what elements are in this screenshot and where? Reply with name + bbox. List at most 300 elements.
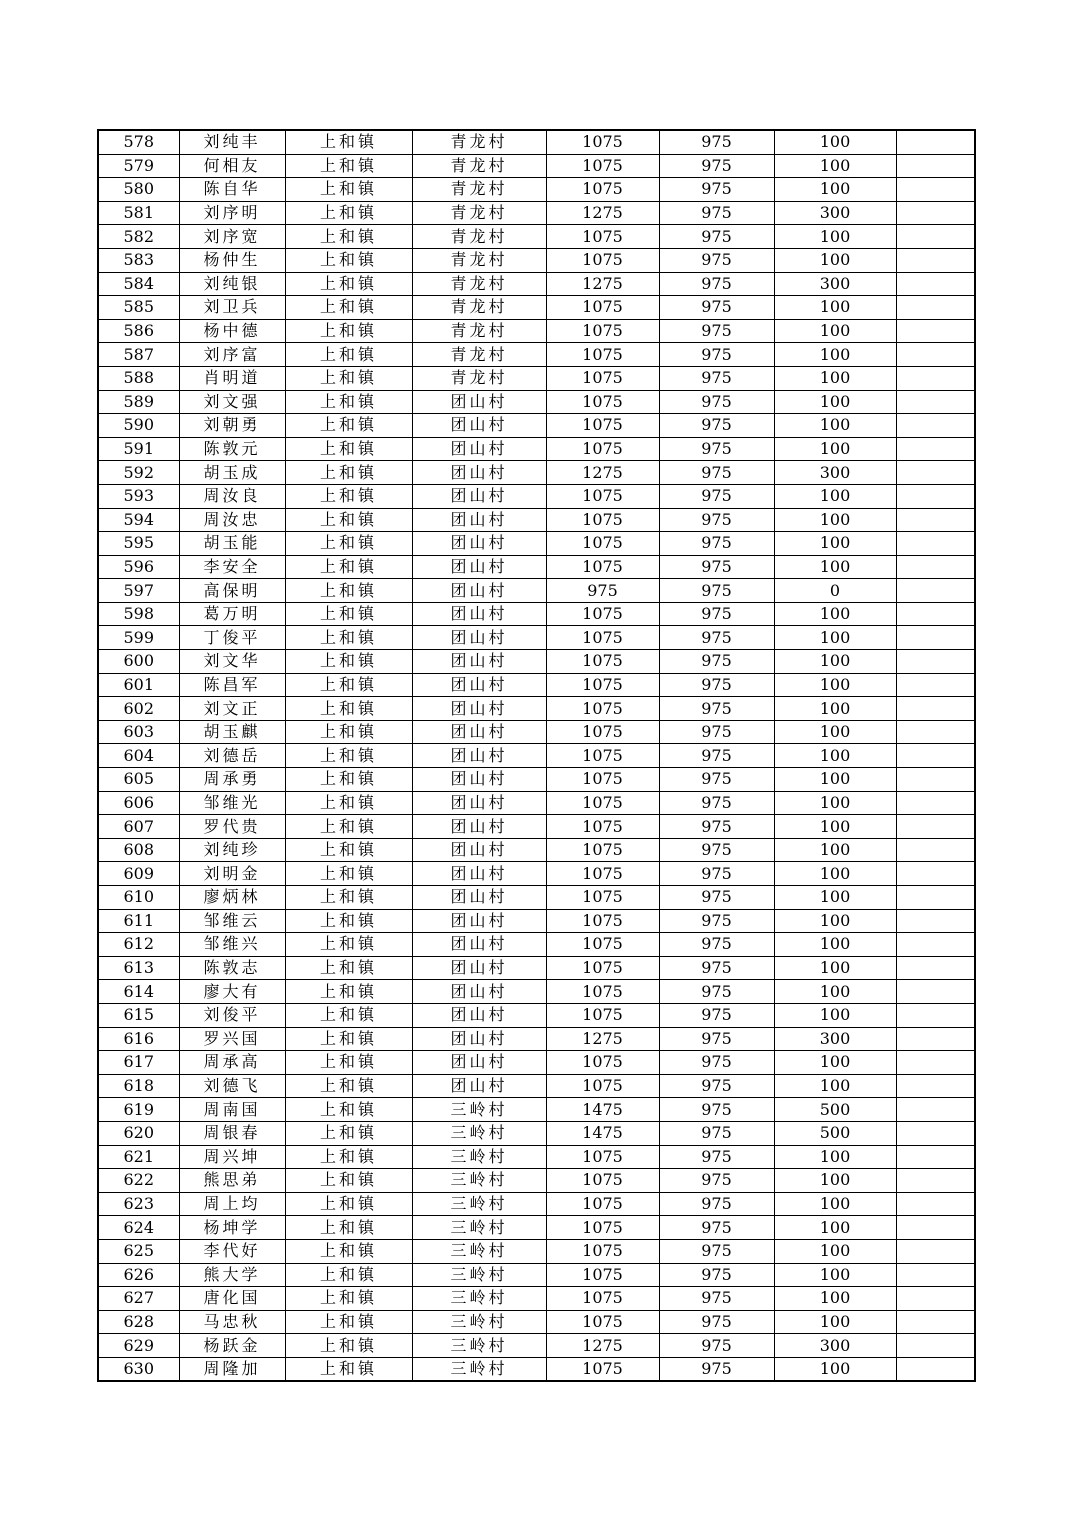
roster-table xyxy=(97,129,976,1382)
amount-a-cell: 1075 xyxy=(546,390,659,414)
note-cell xyxy=(896,366,975,390)
difference-cell: 100 xyxy=(774,130,896,154)
table-row xyxy=(98,225,975,249)
row-number-cell: 601 xyxy=(98,673,179,697)
note-cell xyxy=(896,390,975,414)
row-number-cell: 588 xyxy=(98,366,179,390)
table-row xyxy=(98,650,975,674)
table-row xyxy=(98,1334,975,1358)
amount-b-cell: 975 xyxy=(659,815,774,839)
amount-b-cell: 975 xyxy=(659,484,774,508)
name-cell: 刘序明 xyxy=(179,201,285,225)
difference-cell: 100 xyxy=(774,154,896,178)
table-row xyxy=(98,980,975,1004)
town-cell: 上和镇 xyxy=(285,909,412,933)
village-cell: 青龙村 xyxy=(412,225,546,249)
row-number-cell: 587 xyxy=(98,343,179,367)
difference-cell: 100 xyxy=(774,791,896,815)
table-row xyxy=(98,484,975,508)
amount-a-cell: 1075 xyxy=(546,1310,659,1334)
amount-b-cell: 975 xyxy=(659,1145,774,1169)
amount-a-cell: 1075 xyxy=(546,343,659,367)
difference-cell: 100 xyxy=(774,555,896,579)
row-number-cell: 615 xyxy=(98,1003,179,1027)
amount-a-cell: 1075 xyxy=(546,673,659,697)
amount-a-cell: 1075 xyxy=(546,886,659,910)
village-cell: 团山村 xyxy=(412,862,546,886)
village-cell: 三岭村 xyxy=(412,1263,546,1287)
difference-cell: 100 xyxy=(774,390,896,414)
amount-b-cell: 975 xyxy=(659,1216,774,1240)
village-cell: 团山村 xyxy=(412,626,546,650)
table-row xyxy=(98,296,975,320)
difference-cell: 100 xyxy=(774,956,896,980)
table-row xyxy=(98,1003,975,1027)
town-cell: 上和镇 xyxy=(285,886,412,910)
note-cell xyxy=(896,225,975,249)
town-cell: 上和镇 xyxy=(285,626,412,650)
amount-b-cell: 975 xyxy=(659,437,774,461)
amount-b-cell: 975 xyxy=(659,909,774,933)
row-number-cell: 582 xyxy=(98,225,179,249)
note-cell xyxy=(896,980,975,1004)
village-cell: 团山村 xyxy=(412,437,546,461)
amount-b-cell: 975 xyxy=(659,1357,774,1381)
note-cell xyxy=(896,602,975,626)
name-cell: 杨跃金 xyxy=(179,1334,285,1358)
amount-a-cell: 1075 xyxy=(546,555,659,579)
row-number-cell: 583 xyxy=(98,248,179,272)
name-cell: 唐化国 xyxy=(179,1287,285,1311)
village-cell: 团山村 xyxy=(412,1074,546,1098)
amount-b-cell: 975 xyxy=(659,579,774,603)
row-number-cell: 613 xyxy=(98,956,179,980)
village-cell: 团山村 xyxy=(412,673,546,697)
difference-cell: 300 xyxy=(774,1334,896,1358)
amount-a-cell: 1075 xyxy=(546,532,659,556)
village-cell: 团山村 xyxy=(412,956,546,980)
village-cell: 团山村 xyxy=(412,1051,546,1075)
note-cell xyxy=(896,791,975,815)
table-row xyxy=(98,697,975,721)
row-number-cell: 610 xyxy=(98,886,179,910)
row-number-cell: 597 xyxy=(98,579,179,603)
note-cell xyxy=(896,1051,975,1075)
note-cell xyxy=(896,650,975,674)
amount-b-cell: 975 xyxy=(659,768,774,792)
difference-cell: 100 xyxy=(774,508,896,532)
table-row xyxy=(98,319,975,343)
village-cell: 团山村 xyxy=(412,933,546,957)
table-row xyxy=(98,201,975,225)
note-cell xyxy=(896,508,975,532)
amount-b-cell: 975 xyxy=(659,1098,774,1122)
table-row xyxy=(98,909,975,933)
note-cell xyxy=(896,886,975,910)
amount-b-cell: 975 xyxy=(659,272,774,296)
amount-b-cell: 975 xyxy=(659,1263,774,1287)
row-number-cell: 625 xyxy=(98,1239,179,1263)
name-cell: 胡玉成 xyxy=(179,461,285,485)
difference-cell: 100 xyxy=(774,838,896,862)
town-cell: 上和镇 xyxy=(285,673,412,697)
town-cell: 上和镇 xyxy=(285,1216,412,1240)
amount-b-cell: 975 xyxy=(659,838,774,862)
table-row xyxy=(98,673,975,697)
note-cell xyxy=(896,414,975,438)
table-row xyxy=(98,1169,975,1193)
row-number-cell: 623 xyxy=(98,1192,179,1216)
village-cell: 青龙村 xyxy=(412,178,546,202)
name-cell: 周上均 xyxy=(179,1192,285,1216)
village-cell: 三岭村 xyxy=(412,1192,546,1216)
name-cell: 邹维光 xyxy=(179,791,285,815)
amount-b-cell: 975 xyxy=(659,130,774,154)
amount-a-cell: 1075 xyxy=(546,720,659,744)
amount-b-cell: 975 xyxy=(659,1003,774,1027)
difference-cell: 100 xyxy=(774,296,896,320)
table-row xyxy=(98,791,975,815)
difference-cell: 100 xyxy=(774,1169,896,1193)
name-cell: 刘序宽 xyxy=(179,225,285,249)
row-number-cell: 611 xyxy=(98,909,179,933)
table-row xyxy=(98,1074,975,1098)
amount-a-cell: 1075 xyxy=(546,178,659,202)
name-cell: 丁俊平 xyxy=(179,626,285,650)
town-cell: 上和镇 xyxy=(285,1074,412,1098)
note-cell xyxy=(896,1169,975,1193)
amount-a-cell: 1075 xyxy=(546,980,659,1004)
table-row xyxy=(98,437,975,461)
town-cell: 上和镇 xyxy=(285,319,412,343)
village-cell: 三岭村 xyxy=(412,1239,546,1263)
town-cell: 上和镇 xyxy=(285,1357,412,1381)
amount-a-cell: 1075 xyxy=(546,626,659,650)
name-cell: 陈自华 xyxy=(179,178,285,202)
difference-cell: 100 xyxy=(774,532,896,556)
name-cell: 李代好 xyxy=(179,1239,285,1263)
amount-b-cell: 975 xyxy=(659,390,774,414)
amount-b-cell: 975 xyxy=(659,1169,774,1193)
amount-a-cell: 1075 xyxy=(546,1263,659,1287)
difference-cell: 100 xyxy=(774,768,896,792)
name-cell: 刘文强 xyxy=(179,390,285,414)
name-cell: 廖炳林 xyxy=(179,886,285,910)
village-cell: 团山村 xyxy=(412,1003,546,1027)
village-cell: 团山村 xyxy=(412,650,546,674)
row-number-cell: 624 xyxy=(98,1216,179,1240)
difference-cell: 300 xyxy=(774,272,896,296)
amount-a-cell: 1075 xyxy=(546,862,659,886)
village-cell: 团山村 xyxy=(412,390,546,414)
name-cell: 周承勇 xyxy=(179,768,285,792)
row-number-cell: 591 xyxy=(98,437,179,461)
amount-a-cell: 1075 xyxy=(546,508,659,532)
difference-cell: 100 xyxy=(774,1216,896,1240)
difference-cell: 100 xyxy=(774,980,896,1004)
village-cell: 团山村 xyxy=(412,532,546,556)
row-number-cell: 592 xyxy=(98,461,179,485)
note-cell xyxy=(896,319,975,343)
name-cell: 廖大有 xyxy=(179,980,285,1004)
name-cell: 陈昌军 xyxy=(179,673,285,697)
note-cell xyxy=(896,437,975,461)
name-cell: 刘德岳 xyxy=(179,744,285,768)
town-cell: 上和镇 xyxy=(285,697,412,721)
amount-a-cell: 1075 xyxy=(546,815,659,839)
village-cell: 三岭村 xyxy=(412,1216,546,1240)
amount-a-cell: 1075 xyxy=(546,791,659,815)
table-row xyxy=(98,579,975,603)
town-cell: 上和镇 xyxy=(285,791,412,815)
amount-b-cell: 975 xyxy=(659,886,774,910)
amount-b-cell: 975 xyxy=(659,414,774,438)
village-cell: 团山村 xyxy=(412,1027,546,1051)
amount-b-cell: 975 xyxy=(659,980,774,1004)
difference-cell: 100 xyxy=(774,720,896,744)
row-number-cell: 627 xyxy=(98,1287,179,1311)
difference-cell: 100 xyxy=(774,862,896,886)
difference-cell: 100 xyxy=(774,319,896,343)
table-row xyxy=(98,532,975,556)
row-number-cell: 602 xyxy=(98,697,179,721)
note-cell xyxy=(896,909,975,933)
amount-b-cell: 975 xyxy=(659,1287,774,1311)
difference-cell: 100 xyxy=(774,744,896,768)
difference-cell: 100 xyxy=(774,343,896,367)
amount-b-cell: 975 xyxy=(659,1239,774,1263)
village-cell: 青龙村 xyxy=(412,366,546,390)
table-row xyxy=(98,815,975,839)
amount-a-cell: 1075 xyxy=(546,1216,659,1240)
amount-a-cell: 1075 xyxy=(546,1003,659,1027)
table-row xyxy=(98,838,975,862)
town-cell: 上和镇 xyxy=(285,343,412,367)
row-number-cell: 608 xyxy=(98,838,179,862)
table-row xyxy=(98,272,975,296)
table-row xyxy=(98,1216,975,1240)
village-cell: 三岭村 xyxy=(412,1098,546,1122)
note-cell xyxy=(896,248,975,272)
amount-b-cell: 975 xyxy=(659,1310,774,1334)
row-number-cell: 593 xyxy=(98,484,179,508)
amount-a-cell: 1075 xyxy=(546,650,659,674)
name-cell: 刘纯珍 xyxy=(179,838,285,862)
difference-cell: 100 xyxy=(774,1310,896,1334)
note-cell xyxy=(896,130,975,154)
note-cell xyxy=(896,933,975,957)
row-number-cell: 617 xyxy=(98,1051,179,1075)
difference-cell: 500 xyxy=(774,1121,896,1145)
amount-a-cell: 1075 xyxy=(546,248,659,272)
note-cell xyxy=(896,1357,975,1381)
town-cell: 上和镇 xyxy=(285,225,412,249)
table-row xyxy=(98,366,975,390)
name-cell: 何相友 xyxy=(179,154,285,178)
name-cell: 杨中德 xyxy=(179,319,285,343)
difference-cell: 100 xyxy=(774,437,896,461)
name-cell: 刘文正 xyxy=(179,697,285,721)
amount-a-cell: 1275 xyxy=(546,272,659,296)
difference-cell: 100 xyxy=(774,697,896,721)
name-cell: 刘序富 xyxy=(179,343,285,367)
village-cell: 三岭村 xyxy=(412,1121,546,1145)
village-cell: 团山村 xyxy=(412,484,546,508)
row-number-cell: 621 xyxy=(98,1145,179,1169)
name-cell: 刘俊平 xyxy=(179,1003,285,1027)
table-row xyxy=(98,602,975,626)
village-cell: 团山村 xyxy=(412,744,546,768)
row-number-cell: 599 xyxy=(98,626,179,650)
village-cell: 三岭村 xyxy=(412,1145,546,1169)
difference-cell: 100 xyxy=(774,933,896,957)
difference-cell: 300 xyxy=(774,201,896,225)
table-row xyxy=(98,1310,975,1334)
amount-a-cell: 1075 xyxy=(546,1239,659,1263)
amount-a-cell: 975 xyxy=(546,579,659,603)
village-cell: 团山村 xyxy=(412,461,546,485)
amount-a-cell: 1275 xyxy=(546,1027,659,1051)
name-cell: 周南国 xyxy=(179,1098,285,1122)
row-number-cell: 607 xyxy=(98,815,179,839)
amount-a-cell: 1075 xyxy=(546,1169,659,1193)
table-row xyxy=(98,414,975,438)
row-number-cell: 596 xyxy=(98,555,179,579)
town-cell: 上和镇 xyxy=(285,1145,412,1169)
row-number-cell: 630 xyxy=(98,1357,179,1381)
difference-cell: 0 xyxy=(774,579,896,603)
name-cell: 熊大学 xyxy=(179,1263,285,1287)
note-cell xyxy=(896,673,975,697)
village-cell: 三岭村 xyxy=(412,1334,546,1358)
note-cell xyxy=(896,1239,975,1263)
table-row xyxy=(98,862,975,886)
village-cell: 团山村 xyxy=(412,555,546,579)
difference-cell: 100 xyxy=(774,1263,896,1287)
row-number-cell: 586 xyxy=(98,319,179,343)
amount-b-cell: 975 xyxy=(659,461,774,485)
note-cell xyxy=(896,626,975,650)
table-row xyxy=(98,1263,975,1287)
village-cell: 青龙村 xyxy=(412,201,546,225)
table-row xyxy=(98,461,975,485)
name-cell: 周银春 xyxy=(179,1121,285,1145)
village-cell: 团山村 xyxy=(412,838,546,862)
town-cell: 上和镇 xyxy=(285,980,412,1004)
row-number-cell: 585 xyxy=(98,296,179,320)
name-cell: 罗兴国 xyxy=(179,1027,285,1051)
row-number-cell: 609 xyxy=(98,862,179,886)
village-cell: 团山村 xyxy=(412,602,546,626)
difference-cell: 500 xyxy=(774,1098,896,1122)
amount-b-cell: 975 xyxy=(659,1121,774,1145)
name-cell: 刘朝勇 xyxy=(179,414,285,438)
town-cell: 上和镇 xyxy=(285,744,412,768)
name-cell: 刘明金 xyxy=(179,862,285,886)
name-cell: 陈敦元 xyxy=(179,437,285,461)
difference-cell: 100 xyxy=(774,650,896,674)
name-cell: 刘纯丰 xyxy=(179,130,285,154)
amount-a-cell: 1075 xyxy=(546,437,659,461)
row-number-cell: 618 xyxy=(98,1074,179,1098)
note-cell xyxy=(896,1098,975,1122)
note-cell xyxy=(896,343,975,367)
table-row xyxy=(98,1145,975,1169)
village-cell: 团山村 xyxy=(412,768,546,792)
village-cell: 青龙村 xyxy=(412,319,546,343)
name-cell: 罗代贵 xyxy=(179,815,285,839)
name-cell: 陈敦志 xyxy=(179,956,285,980)
table-row xyxy=(98,886,975,910)
name-cell: 周隆加 xyxy=(179,1357,285,1381)
roster-body xyxy=(98,130,975,1381)
row-number-cell: 612 xyxy=(98,933,179,957)
amount-a-cell: 1075 xyxy=(546,1051,659,1075)
row-number-cell: 603 xyxy=(98,720,179,744)
table-row xyxy=(98,1051,975,1075)
note-cell xyxy=(896,1216,975,1240)
amount-a-cell: 1075 xyxy=(546,909,659,933)
amount-a-cell: 1075 xyxy=(546,154,659,178)
note-cell xyxy=(896,1334,975,1358)
amount-b-cell: 975 xyxy=(659,744,774,768)
village-cell: 团山村 xyxy=(412,508,546,532)
town-cell: 上和镇 xyxy=(285,484,412,508)
difference-cell: 100 xyxy=(774,673,896,697)
name-cell: 杨仲生 xyxy=(179,248,285,272)
town-cell: 上和镇 xyxy=(285,1098,412,1122)
town-cell: 上和镇 xyxy=(285,1192,412,1216)
table-row xyxy=(98,1027,975,1051)
amount-b-cell: 975 xyxy=(659,1051,774,1075)
note-cell xyxy=(896,154,975,178)
amount-a-cell: 1075 xyxy=(546,697,659,721)
amount-b-cell: 975 xyxy=(659,508,774,532)
table-row xyxy=(98,130,975,154)
town-cell: 上和镇 xyxy=(285,933,412,957)
difference-cell: 100 xyxy=(774,626,896,650)
name-cell: 马忠秋 xyxy=(179,1310,285,1334)
amount-b-cell: 975 xyxy=(659,1074,774,1098)
town-cell: 上和镇 xyxy=(285,272,412,296)
amount-a-cell: 1075 xyxy=(546,225,659,249)
amount-a-cell: 1075 xyxy=(546,319,659,343)
name-cell: 高保明 xyxy=(179,579,285,603)
village-cell: 团山村 xyxy=(412,909,546,933)
amount-a-cell: 1075 xyxy=(546,768,659,792)
name-cell: 杨坤学 xyxy=(179,1216,285,1240)
table-row xyxy=(98,178,975,202)
town-cell: 上和镇 xyxy=(285,602,412,626)
difference-cell: 100 xyxy=(774,909,896,933)
town-cell: 上和镇 xyxy=(285,154,412,178)
difference-cell: 100 xyxy=(774,414,896,438)
difference-cell: 100 xyxy=(774,248,896,272)
note-cell xyxy=(896,720,975,744)
amount-b-cell: 975 xyxy=(659,532,774,556)
table-row xyxy=(98,744,975,768)
town-cell: 上和镇 xyxy=(285,461,412,485)
difference-cell: 100 xyxy=(774,1145,896,1169)
amount-a-cell: 1075 xyxy=(546,956,659,980)
amount-a-cell: 1075 xyxy=(546,1192,659,1216)
difference-cell: 100 xyxy=(774,1287,896,1311)
difference-cell: 300 xyxy=(774,1027,896,1051)
amount-b-cell: 975 xyxy=(659,154,774,178)
row-number-cell: 605 xyxy=(98,768,179,792)
table-row xyxy=(98,390,975,414)
table-row xyxy=(98,1121,975,1145)
